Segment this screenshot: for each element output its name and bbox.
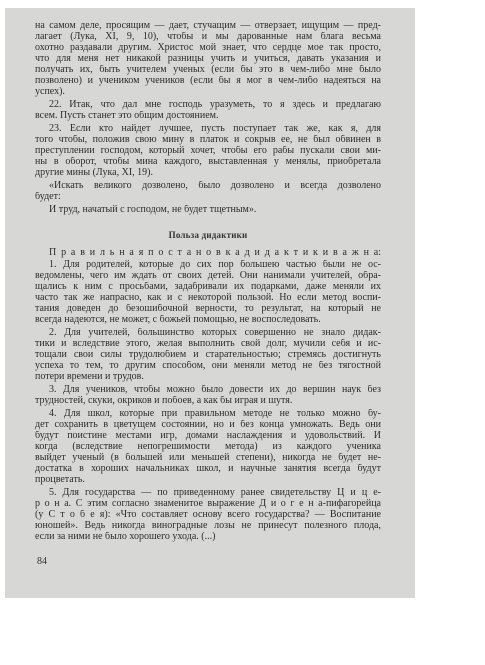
text-line: если за ними не было хорошего ухода. (...) (35, 532, 216, 542)
text-line: 3. Для учеников, чтобы можно было довести их до вершин наук без (49, 385, 381, 395)
text-line: будут поистине местами игр, домами наслаждения и удовольствий. И (35, 431, 381, 441)
text-line: дет сохранить в цветущем состоянии, но и без конца умножать. Ведь они (35, 420, 381, 430)
text-line: тощали свои силы трудолюбием и старательностью; стремясь достигнуть (35, 350, 381, 360)
text-line: всем. Пусть станет это общим достоянием. (35, 111, 219, 121)
text-line: 4. Для школ, которые при правильном методе не только можно бу- (49, 409, 381, 419)
text-line: часто так же напрасно, как и с некоторой пользой. Но если метод воспи- (35, 293, 381, 303)
text-line: всегда надеются, не может, с божьей помощью, не воспоследовать. (35, 315, 321, 325)
text-line: 23. Если кто найдет лучшее, пусть поступает так же, как я, для (49, 124, 381, 134)
text-line: когда (вследствие непогрешимости метода) из каждого ученика (35, 442, 381, 452)
text-line: ведомлены, чего им ждать от своих детей. Они нанимали учителей, обра- (35, 271, 381, 281)
text-line: достатка в хороших начальниках школ, и научные занятия всегда будут (35, 464, 381, 474)
text-line: 5. Для государства — по приведенному ранее свидетельству Ц и ц е- (49, 488, 381, 498)
text-line: будет: (35, 192, 61, 202)
text-line: успеха то тем, то другим способом, они меняли метод не без тягостной (35, 361, 381, 371)
text-line: получать их, быть учителем ученых (если бы это в чем-либо мне было (35, 65, 381, 75)
section-heading: Польза дидактики (168, 230, 248, 240)
text-line: И труд, начатый с господом, не будет тщетным». (49, 205, 257, 215)
text-line: П р а в и л ь н а я п о с т а н о в к а д и д а к т и к и в а ж н а: (49, 248, 381, 258)
page-number: 84 (37, 556, 47, 567)
text-line: другие мины (Лука, XI, 19). (35, 168, 153, 178)
text-line: 1. Для родителей, которые до сих пор большею частью были не ос- (49, 260, 381, 270)
text-line: (у С т о б е я): «Что составляет основу всего государства? — Воспитание (35, 510, 381, 520)
text-line: преступлении господом, который хочет, чтобы его рабы пускали свои ми- (35, 146, 381, 156)
text-line: 2. Для учителей, большинство которых совершенно не знало дидак- (49, 328, 381, 338)
book-page (5, 8, 415, 598)
text-line: успех). (35, 87, 65, 97)
text-line: выйдет ученый (в большей или меньшей степени), никогда не будет не- (35, 453, 381, 463)
text-line: того чтобы, положив свою мину в платок и сокрыв ее, не был обвинен в (35, 135, 381, 145)
text-line: процветать. (35, 475, 85, 485)
text-line: тания доведен до безошибочной верности, то результат, на который не (35, 304, 381, 314)
text-line: трудностей, скуки, окриков и побоев, а как бы играя и шутя. (35, 396, 293, 406)
text-line: на самом деле, просящим — дает, стучащим — отверзает, ищущим — пред- (35, 21, 381, 31)
text-line: 22. Итак, что дал мне господь уразуметь, то я здесь и предлагаю (49, 100, 381, 110)
text-line: «Искать великого дозволено, было дозволено и всегда дозволено (49, 181, 381, 191)
text-line: тики и вследствие этого, желая выполнить свой долг, мучили себя и ис- (35, 339, 381, 349)
text-line: охотно раздавали другим. Христос мой знает, что сердце мое так просто, (35, 43, 381, 53)
text-line: потери времени и трудов. (35, 372, 144, 382)
text-line: что для меня нет никакой разницы учить и учиться, давать указания и (35, 54, 381, 64)
text-line: ны в оборот, чтобы мина каждого, выставленная у менялы, приобретала (35, 157, 381, 167)
text-line: юношей». Ведь никогда виноградные лозы не принесут полезного плода, (35, 521, 381, 531)
text-line: лагает (Лука, XI, 9, 10), чтобы и мы дарованные нам блага весьма (35, 32, 381, 42)
text-line: р о н а. С этим согласно знаменитое выражение Д и о г е н а-пифагорейца (35, 499, 381, 509)
text-line: щались к ним с просьбами, задабривали их подарками, даже меняли их (35, 282, 381, 292)
text-line: позволено) и учеником учеников (если бы я мог в чем-либо надеяться на (35, 76, 381, 86)
